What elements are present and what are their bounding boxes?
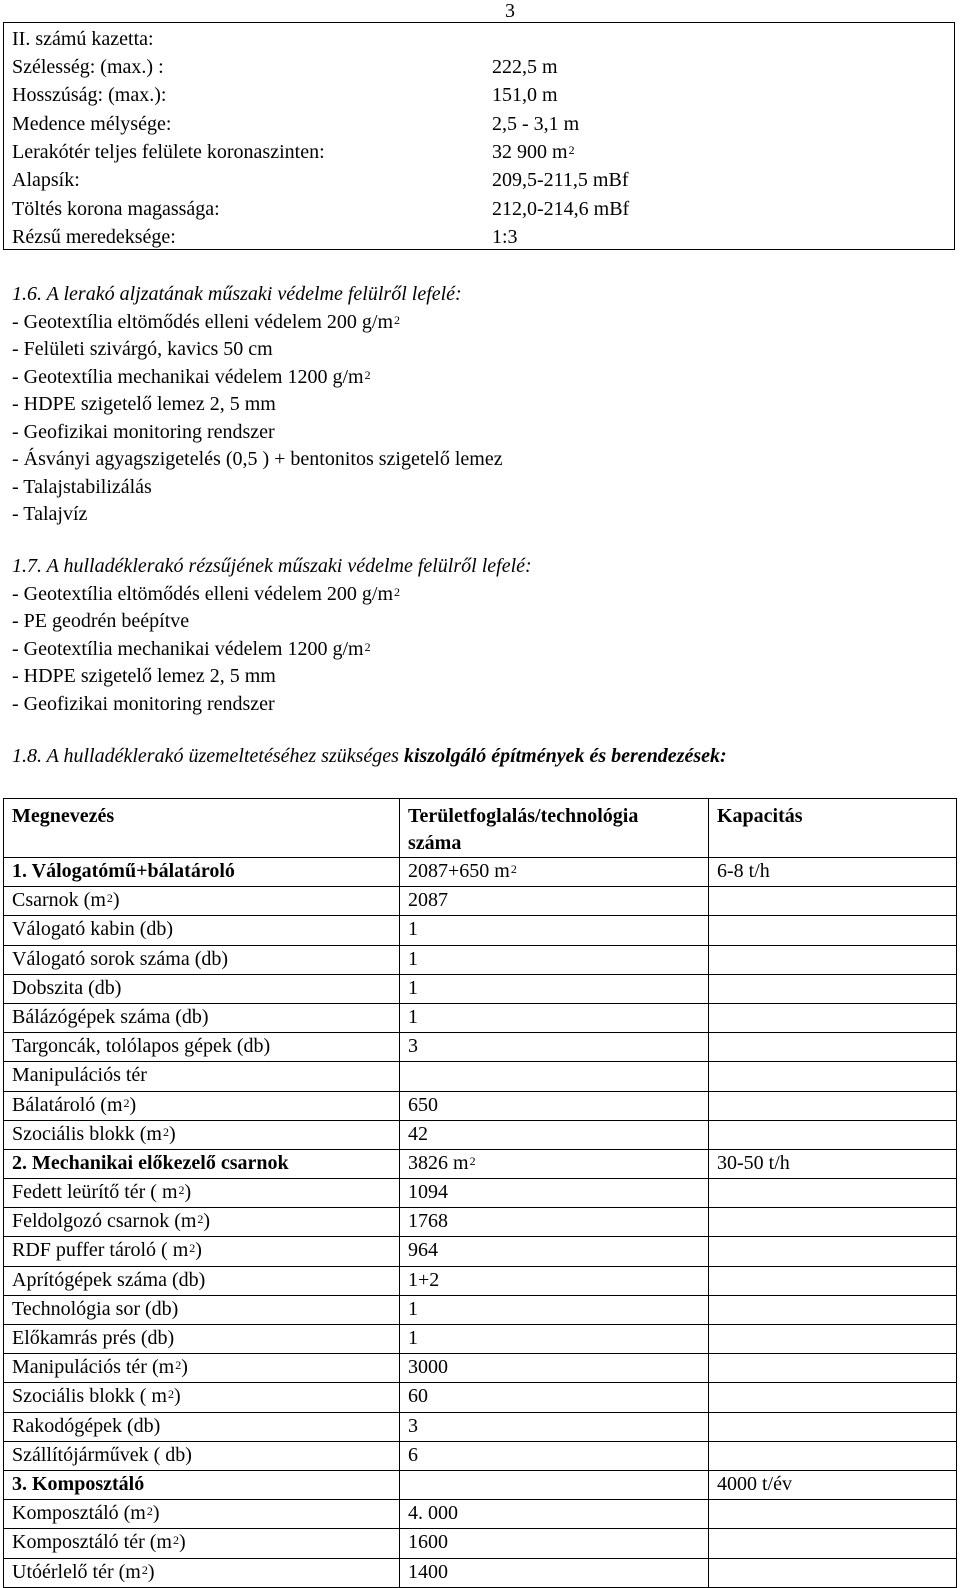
superscript: 2: [364, 367, 371, 382]
value-text: 3: [408, 1035, 418, 1058]
table-row: [4, 1120, 957, 1149]
value-text: 1:3: [492, 225, 518, 248]
cell-capacity: 4000 t/év: [709, 1470, 957, 1499]
table-row: [4, 1179, 957, 1208]
superscript: 2: [141, 1562, 148, 1577]
value-text: 209,5-211,5 mBf: [492, 169, 629, 192]
cell-value: [400, 1208, 709, 1237]
cassette-value: [492, 81, 558, 109]
cassette-label: Szélesség: (max.) :: [12, 56, 164, 78]
cell-capacity: [709, 1412, 957, 1441]
page-number: 3: [505, 0, 515, 22]
name-text: Előkamrás prés (db): [12, 1327, 175, 1349]
cell-value: [400, 1062, 709, 1091]
cell-name: [4, 858, 400, 887]
name-text: Szociális blokk ( m: [12, 1385, 167, 1408]
item-text: - Ásványi agyagszigetelés (0,5 ) + bentonitos szigetelő lemez: [12, 448, 503, 470]
name-text: Komposztáló (m: [12, 1502, 146, 1525]
section-heading: 1.7. A hulladéklerakó rézsűjének műszaki védelme felülről lefelé:: [12, 555, 532, 577]
cell-name: [4, 1295, 400, 1324]
table-row: [4, 945, 957, 974]
name-suffix: ): [195, 1239, 202, 1262]
cell-capacity: [709, 1441, 957, 1470]
value-text: 6: [408, 1443, 418, 1466]
cell-capacity: [709, 1354, 957, 1383]
value-text: 1: [408, 1327, 418, 1349]
cell-value: [400, 1558, 709, 1587]
cell-capacity: [709, 974, 957, 1003]
header-name: Megnevezés: [4, 799, 400, 858]
name-suffix: ): [112, 889, 120, 912]
cassette-value: [492, 195, 629, 223]
table-row: [4, 1383, 957, 1412]
superscript: 2: [469, 1153, 476, 1168]
table-row: [4, 1033, 957, 1062]
cell-name: [4, 1412, 400, 1441]
cell-capacity: [709, 1179, 957, 1208]
name-text: Szállítójárművek ( db): [12, 1443, 192, 1466]
cassette-value: [492, 223, 518, 251]
cell-name: [4, 1237, 400, 1266]
name-text: Bálatároló (m: [12, 1093, 123, 1116]
superscript: 2: [394, 584, 401, 599]
section-heading: 1.6. A lerakó aljzatának műszaki védelme felülről lefelé:: [12, 283, 462, 305]
item-text: - PE geodrén beépítve: [12, 610, 190, 632]
section-1-8-heading: [12, 745, 727, 768]
value-text: 2,5 - 3,1 m: [492, 112, 580, 135]
cell-name: [4, 1208, 400, 1237]
cassette-title: II. számú kazetta:: [12, 28, 154, 50]
item-text: - Geotextília mechanikai védelem 1200 g/m: [12, 365, 364, 388]
cell-capacity: [709, 1237, 957, 1266]
cell-value: [400, 858, 709, 887]
superscript: 2: [197, 1212, 204, 1227]
cell-value: [400, 1237, 709, 1266]
list-item: [12, 419, 503, 447]
cell-capacity: [709, 945, 957, 974]
table-row: [4, 1149, 957, 1178]
superscript: 2: [172, 1533, 179, 1548]
value-text: 2087+650 m: [408, 860, 510, 882]
facilities-table: [3, 798, 957, 1588]
name-text: Csarnok (m: [12, 889, 106, 912]
cell-value: [400, 1091, 709, 1120]
cell-value: [400, 1354, 709, 1383]
cell-capacity: [709, 1558, 957, 1587]
superscript: 2: [175, 1358, 182, 1373]
cassette-value: [492, 166, 628, 194]
cell-name: [4, 1325, 400, 1354]
cell-name: [4, 1179, 400, 1208]
cell-value: [400, 1179, 709, 1208]
cell-name: [4, 1003, 400, 1032]
table-row: [4, 1003, 957, 1032]
name-text: Manipulációs tér (m: [12, 1356, 175, 1379]
list-item: [12, 364, 503, 392]
superscript: 2: [364, 639, 371, 654]
cell-value: [400, 1383, 709, 1412]
cell-value: [400, 1295, 709, 1324]
section-1-7: [12, 553, 532, 718]
list-item: [12, 608, 532, 636]
value-text: 1: [408, 976, 418, 999]
cassette-value: [492, 110, 579, 138]
cell-capacity: [709, 1091, 957, 1120]
name-text: Targoncák, tolólapos gépek (db): [12, 1035, 271, 1058]
name-text: Rakodógépek (db): [12, 1414, 161, 1437]
cell-name: [4, 1500, 400, 1529]
cell-value: [400, 1266, 709, 1295]
name-text: Dobszita (db): [12, 976, 122, 999]
header-capacity: Kapacitás: [709, 799, 957, 858]
table-row: [4, 1295, 957, 1324]
value-text: 1: [408, 947, 418, 970]
superscript: 2: [568, 142, 575, 157]
name-text: 1. Válogatómű+bálatároló: [12, 860, 235, 882]
table-row: [4, 1529, 957, 1558]
name-text: Feldolgozó csarnok (m: [12, 1210, 197, 1233]
table-row: [4, 1237, 957, 1266]
value-text: 2087: [408, 889, 448, 912]
value-text: 1: [408, 918, 418, 941]
value-text: 212,0-214,6 mBf: [492, 197, 630, 220]
cell-capacity: [709, 1120, 957, 1149]
item-text: - Geofizikai monitoring rendszer: [12, 420, 275, 443]
value-text: 42: [408, 1122, 428, 1145]
name-text: 2. Mechanikai előkezelő csarnok: [12, 1151, 289, 1174]
cell-name: [4, 887, 400, 916]
list-item: [12, 636, 532, 664]
name-text: Bálázógépek száma (db): [12, 1005, 209, 1028]
name-suffix: ): [181, 1356, 188, 1379]
cell-value: [400, 1325, 709, 1354]
cell-capacity: [709, 1062, 957, 1091]
name-suffix: ): [203, 1210, 211, 1233]
cell-capacity: [709, 916, 957, 945]
header-area-line2: száma: [408, 832, 462, 854]
cell-capacity: [709, 1208, 957, 1237]
name-suffix: ): [184, 1181, 192, 1204]
cassette-value: [492, 53, 558, 81]
superscript: 2: [106, 891, 113, 906]
cell-capacity: [709, 1003, 957, 1032]
cell-name: [4, 1470, 400, 1499]
cell-capacity: [709, 1295, 957, 1324]
superscript: 2: [394, 312, 401, 327]
table-row: [4, 1412, 957, 1441]
value-text: 1: [408, 1297, 418, 1320]
item-text: - Felületi szivárgó, kavics 50 cm: [12, 338, 273, 360]
list-item: [12, 691, 532, 719]
table-row: [4, 1325, 957, 1354]
table-row: [4, 1266, 957, 1295]
cell-name: [4, 1120, 400, 1149]
cassette-label: Hosszúság: (max.):: [12, 84, 167, 107]
cassette-box: [3, 22, 955, 250]
cell-value: [400, 916, 709, 945]
value-text: 3: [408, 1414, 418, 1437]
superscript: 2: [162, 1124, 169, 1139]
name-text: Szociális blokk (m: [12, 1122, 162, 1145]
cell-name: [4, 974, 400, 1003]
list-item: [12, 336, 503, 364]
superscript: 2: [146, 1504, 153, 1519]
value-text: 1+2: [408, 1268, 440, 1291]
cell-value: [400, 1003, 709, 1032]
cell-value: [400, 945, 709, 974]
header-area: [400, 799, 709, 858]
cell-capacity: [709, 1529, 957, 1558]
cell-capacity: 30-50 t/h: [709, 1149, 957, 1178]
item-text: - Geotextília eltömődés elleni védelem 200 g/m: [12, 582, 394, 605]
name-text: Aprítógépek száma (db): [12, 1268, 206, 1291]
cell-name: [4, 1558, 400, 1587]
cell-value: [400, 974, 709, 1003]
cell-capacity: [709, 1325, 957, 1354]
cassette-label: Alapsík:: [12, 169, 80, 192]
heading-bold: kiszolgáló építmények és berendezések:: [403, 745, 727, 767]
value-text: 1400: [408, 1560, 448, 1583]
name-suffix: ): [178, 1531, 186, 1554]
item-text: - Geotextília mechanikai védelem 1200 g/m: [12, 637, 364, 660]
value-text: 3826 m: [408, 1151, 469, 1174]
cell-capacity: [709, 1500, 957, 1529]
superscript: 2: [167, 1387, 174, 1402]
cell-name: [4, 1149, 400, 1178]
cell-value: [400, 1500, 709, 1529]
item-text: - HDPE szigetelő lemez 2, 5 mm: [12, 393, 276, 415]
list-item: [12, 474, 503, 502]
item-text: - HDPE szigetelő lemez 2, 5 mm: [12, 665, 276, 687]
value-text: 964: [408, 1239, 438, 1262]
name-text: Technológia sor (db): [12, 1297, 179, 1320]
value-text: 1: [408, 1005, 418, 1028]
cell-name: [4, 1033, 400, 1062]
cell-value: [400, 887, 709, 916]
table-row: [4, 1470, 957, 1499]
header-area-line1: Területfoglalás/technológia: [408, 805, 639, 827]
value-text: 1094: [408, 1181, 448, 1204]
value-text: 32 900 m: [492, 140, 568, 163]
superscript: 2: [510, 862, 517, 876]
table-row: [4, 1558, 957, 1587]
superscript: 2: [189, 1241, 196, 1256]
name-suffix: ): [152, 1502, 160, 1525]
list-item: [12, 501, 503, 529]
item-text: - Geotextília eltömődés elleni védelem 200 g/m: [12, 310, 394, 333]
value-text: 1600: [408, 1531, 448, 1554]
table-row: [4, 1062, 957, 1091]
table-row: [4, 974, 957, 1003]
list-item: [12, 581, 532, 609]
table-row: [4, 1500, 957, 1529]
table-row: [4, 1091, 957, 1120]
name-text: Fedett leürítő tér ( m: [12, 1181, 178, 1204]
table-row: [4, 887, 957, 916]
cassette-label: Lerakótér teljes felülete koronaszinten:: [12, 140, 325, 163]
name-text: Válogató sorok száma (db): [12, 947, 229, 970]
cassette-value: [492, 138, 575, 166]
list-item: [12, 309, 503, 337]
value-text: 1768: [408, 1210, 448, 1233]
list-item: [12, 663, 532, 691]
list-item: [12, 391, 503, 419]
name-text: Utóérlelő tér (m: [12, 1560, 141, 1583]
table-row: [4, 1208, 957, 1237]
cell-capacity: 6-8 t/h: [709, 858, 957, 887]
cell-capacity: [709, 1266, 957, 1295]
value-text: 650: [408, 1093, 438, 1116]
table-row: [4, 916, 957, 945]
item-text: - Talajvíz: [12, 503, 88, 525]
item-text: - Talajstabilizálás: [12, 475, 152, 498]
cell-name: [4, 945, 400, 974]
heading-italic: 1.8. A hulladéklerakó üzemeltetéséhez szükséges: [12, 745, 404, 767]
cassette-label: Medence mélysége:: [12, 112, 172, 135]
name-suffix: ): [147, 1560, 155, 1583]
cell-name: [4, 1441, 400, 1470]
table-row: [4, 1354, 957, 1383]
name-suffix: ): [129, 1093, 137, 1116]
name-text: Válogató kabin (db): [12, 918, 174, 941]
name-suffix: ): [168, 1122, 176, 1145]
cell-value: [400, 1149, 709, 1178]
cell-value: [400, 1033, 709, 1062]
cell-capacity: [709, 887, 957, 916]
cell-value: [400, 1120, 709, 1149]
value-text: 4. 000: [408, 1502, 458, 1525]
cell-value: [400, 1470, 709, 1499]
value-text: 222,5 m: [492, 56, 558, 78]
cell-name: [4, 1091, 400, 1120]
list-item: [12, 446, 503, 474]
cell-name: [4, 1354, 400, 1383]
table-row: [4, 858, 957, 887]
name-suffix: ): [173, 1385, 181, 1408]
name-text: Komposztáló tér (m: [12, 1531, 172, 1554]
value-text: 151,0 m: [492, 84, 558, 107]
cell-name: [4, 916, 400, 945]
cell-name: [4, 1529, 400, 1558]
table-header-row: [4, 799, 957, 858]
section-1-6: [12, 281, 503, 529]
name-text: Manipulációs tér: [12, 1064, 147, 1087]
cell-capacity: [709, 1383, 957, 1412]
cell-name: [4, 1266, 400, 1295]
cassette-label: Töltés korona magassága:: [12, 197, 220, 220]
cell-value: [400, 1529, 709, 1558]
name-text: RDF puffer tároló ( m: [12, 1239, 189, 1262]
cell-capacity: [709, 1033, 957, 1062]
cell-value: [400, 1441, 709, 1470]
superscript: 2: [123, 1095, 130, 1110]
table-row: [4, 1441, 957, 1470]
value-text: 60: [408, 1385, 428, 1408]
cell-value: [400, 1412, 709, 1441]
cassette-label: Rézsű meredeksége:: [12, 225, 176, 248]
value-text: 3000: [408, 1356, 448, 1379]
superscript: 2: [178, 1183, 185, 1198]
name-text: 3. Komposztáló: [12, 1472, 145, 1495]
cell-name: [4, 1062, 400, 1091]
cell-name: [4, 1383, 400, 1412]
item-text: - Geofizikai monitoring rendszer: [12, 692, 275, 715]
